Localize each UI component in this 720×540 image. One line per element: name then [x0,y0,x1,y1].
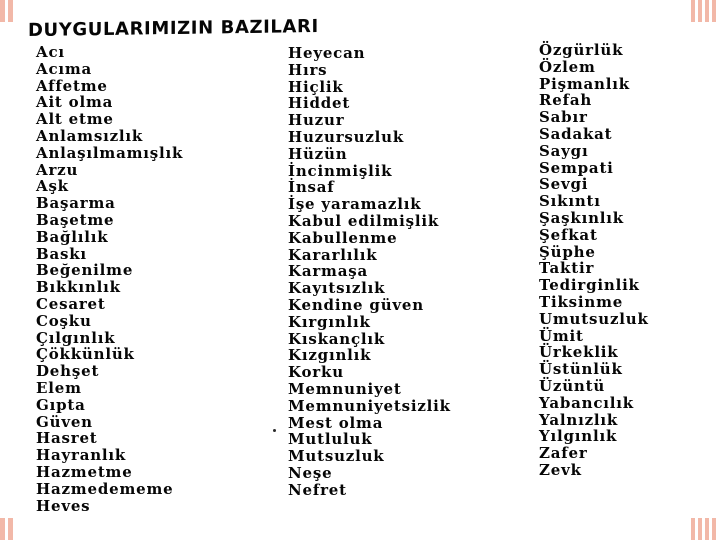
emotion-word: Kabul edilmişlik [288,211,440,230]
emotion-word: Sempati [539,158,614,177]
emotion-word: Şüphe [539,242,596,261]
emotion-word: Acı [36,43,65,61]
emotion-word: Huzur [288,111,345,130]
emotion-word: İşe yaramazlık [288,195,422,214]
emotion-word: Heves [36,496,91,515]
emotion-word: Başarma [36,194,116,213]
emotion-word: Yabancılık [539,393,634,412]
emotion-word: Elem [36,378,82,397]
emotion-word: Cesaret [36,294,106,313]
emotion-word: Kıskançlık [288,329,386,348]
emotion-word: Zafer [539,444,588,463]
emotion-word: Taktir [539,259,595,278]
emotion-word: Şaşkınlık [539,208,624,227]
emotion-word: Yılgınlık [539,427,618,446]
emotion-word: Mutluluk [288,430,373,449]
emotion-word: Ait olma [36,93,114,112]
emotion-word: Başetme [36,210,115,229]
emotion-word: İncinmişlik [288,161,393,180]
emotion-word: Ümit [539,326,584,345]
emotion-word: Hüzün [288,144,348,163]
emotion-word: Beğenilme [36,261,134,280]
emotion-word: Hayranlık [36,446,127,465]
emotion-word: Sıkıntı [539,192,601,211]
emotion-word: Dehşet [36,362,100,381]
emotion-word: Anlamsızlık [36,126,144,145]
emotion-word: Gıpta [36,395,86,414]
emotion-word: Bağlılık [36,227,109,246]
emotion-word: Ürkeklik [539,343,619,362]
emotion-word: Hazmetme [36,462,133,481]
emotion-word: Kararlılık [288,245,378,264]
emotion-word: Zevk [539,460,582,479]
emotion-word: Hazmedememe [36,479,174,498]
emotion-word: Korku [288,363,344,382]
emotion-word: Kendine güven [288,295,424,314]
emotion-word: Anlaşılmamışlık [36,143,184,162]
emotion-word: Nefret [288,480,347,499]
emotion-word: Hırs [288,60,328,79]
emotion-word: Arzu [36,160,79,179]
emotion-word: Baskı [36,244,87,263]
emotion-word: Güven [36,412,93,431]
emotion-word: Heyecan [288,44,366,62]
emotion-word: Saygı [539,141,589,160]
emotion-column-2 [288,45,451,499]
corner-decoration-bottom-right [691,518,716,540]
emotion-word: Mutsuzluk [288,447,385,466]
emotion-word: Şefkat [539,225,598,244]
emotion-word: Mest olma [288,413,384,432]
emotion-word: Kayıtsızlık [288,279,386,298]
emotion-column-1 [36,44,183,514]
scanned-document [28,15,678,522]
emotion-word: Çılgınlık [36,328,116,347]
corner-decoration-bottom-left [0,518,13,540]
emotion-word: Kırgınlık [288,312,371,331]
page-title: DUYGULARIMIZIN BAZILARI [28,15,319,42]
emotion-word: Hiddet [288,94,351,113]
emotion-word: Hiçlik [288,77,344,96]
scan-speck [273,429,276,432]
emotion-word: Huzursuzluk [288,127,405,146]
emotion-word: Sabır [539,108,588,127]
emotion-word: İnsaf [288,178,335,197]
emotion-word: Acıma [36,59,93,78]
emotion-word: Üstünlük [539,360,623,379]
emotion-word: Memnuniyet [288,379,402,398]
emotion-word: Karmaşa [288,262,369,281]
emotion-word: Aşk [36,177,69,196]
emotion-word: Sevgi [539,175,589,194]
emotion-word: Affetme [36,76,108,95]
emotion-word: Refah [539,91,593,110]
emotion-word: Pişmanlık [539,74,630,93]
emotion-word: Tiksinme [539,292,624,311]
emotion-word: Neşe [288,463,333,482]
emotion-column-3 [539,42,649,479]
corner-decoration-top-left [0,0,13,22]
emotion-word: Özlem [539,57,596,76]
emotion-word: Özgürlük [539,41,624,59]
emotion-word: Tedirginlik [539,276,640,295]
emotion-word: Memnuniyetsizlik [288,396,451,415]
emotion-word: Üzüntü [539,376,606,395]
emotion-word: Kızgınlık [288,346,372,365]
emotion-word: Sadakat [539,124,613,143]
emotion-word: Bıkkınlık [36,278,121,297]
emotion-word: Kabullenme [288,228,398,247]
emotion-word: Umutsuzluk [539,309,649,328]
corner-decoration-top-right [691,0,716,22]
emotion-word: Yalnızlık [539,410,619,429]
emotion-word: Coşku [36,311,92,330]
emotion-word: Alt etme [36,110,114,129]
emotion-word: Hasret [36,429,98,448]
emotion-word: Çökkünlük [36,345,135,364]
